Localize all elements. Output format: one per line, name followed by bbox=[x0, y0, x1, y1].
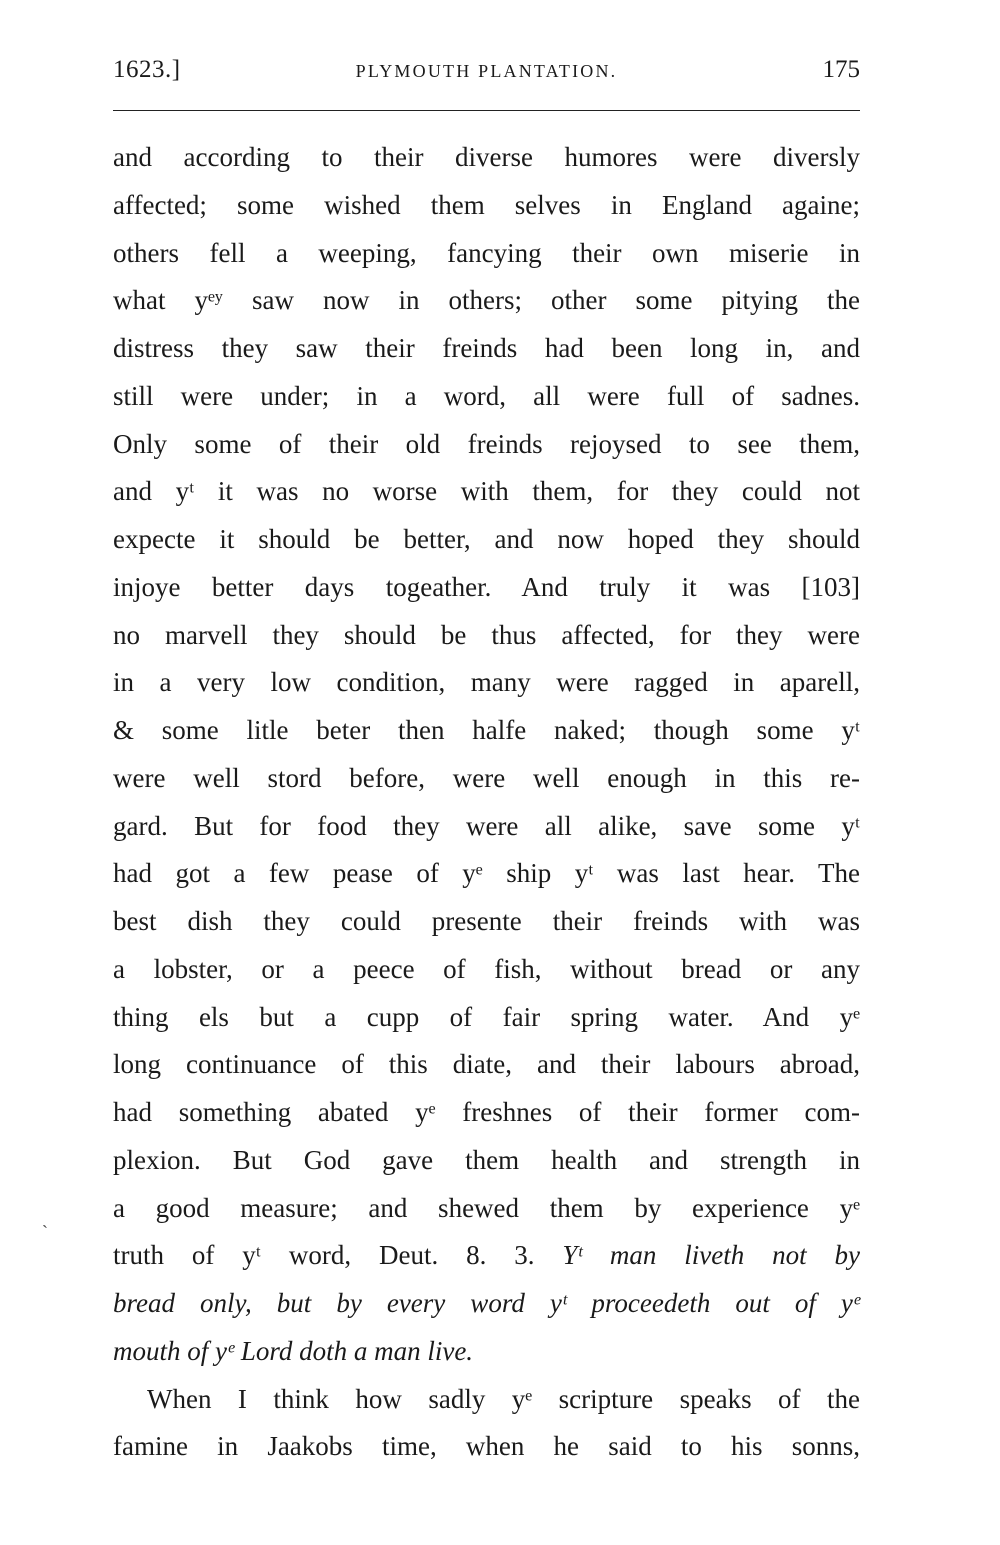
text-line: had something abated yᵉ freshnes of their former com- bbox=[113, 1097, 860, 1127]
scripture-quote: Yᵗ man liveth not by bbox=[562, 1240, 860, 1271]
text-line: and yᵗ it was no worse with them, for they could not bbox=[113, 476, 860, 507]
body-text bbox=[113, 134, 860, 1471]
text-line: expecte it should be better, and now hoped they should bbox=[113, 524, 860, 554]
text-line: distress they saw their freinds had been long in, and bbox=[113, 333, 860, 363]
text-line: a lobster, or a peece of fish, without bread or any bbox=[113, 953, 860, 984]
text-line: what yᵉʸ saw now in others; other some pitying the bbox=[113, 285, 860, 316]
text-line: gard. But for food they were all alike, save some yᵗ bbox=[113, 810, 860, 841]
stray-mark: ˋ bbox=[42, 1222, 48, 1242]
text-line: long continuance of this diate, and their labours abroad, bbox=[113, 1049, 860, 1080]
text-line: & some litle beter then halfe naked; though some yᵗ bbox=[113, 715, 860, 745]
text-line: had got a few pease of yᵉ ship yᵗ was last hear. The bbox=[113, 858, 860, 889]
header-year: 1623.] bbox=[113, 56, 181, 83]
text-line: affected; some wished them selves in England againe; bbox=[113, 189, 860, 220]
header-title: PLYMOUTH PLANTATION. bbox=[355, 61, 618, 81]
running-header bbox=[113, 52, 860, 92]
text-line: thing els but a cupp of fair spring water. And yᵉ bbox=[113, 1001, 860, 1032]
text-line: in a very low condition, many were ragged in aparell, bbox=[113, 667, 860, 698]
text-line: no marvell they should be thus affected, for they were bbox=[113, 619, 860, 650]
text-line: still were under; in a word, all were full of sadnes. bbox=[113, 380, 860, 411]
text-line bbox=[113, 1280, 860, 1328]
text-line: a good measure; and shewed them by experience yᵉ bbox=[113, 1192, 860, 1223]
text-line: injoye better days togeather. And truly it was [103] bbox=[113, 571, 860, 602]
header-rule bbox=[113, 110, 860, 111]
text-line: Only some of their old freinds rejoysed to see them, bbox=[113, 428, 860, 459]
page-number: 175 bbox=[822, 56, 860, 83]
text-line-roman: truth of yᵗ word, Deut. 8. 3. bbox=[113, 1240, 535, 1271]
text-line: best dish they could presente their freinds with was bbox=[113, 906, 860, 936]
text-line: plexion. But God gave them health and strength in bbox=[113, 1144, 860, 1175]
text-line bbox=[113, 1328, 860, 1376]
scripture-quote: mouth of yᵉ Lord doth a man live. bbox=[113, 1335, 474, 1366]
text-line: and according to their diverse humores were diversly bbox=[113, 142, 860, 172]
scripture-quote: bread only, but by every word yᵗ proceedeth out of yᵉ bbox=[113, 1288, 860, 1318]
text-line: When I think how sadly yᵉ scripture speaks of the bbox=[147, 1383, 860, 1414]
text-line bbox=[113, 1232, 860, 1280]
text-line: were well stord before, were well enough in this re- bbox=[113, 762, 860, 793]
text-line: famine in Jaakobs time, when he said to his sonns, bbox=[113, 1431, 860, 1462]
text-line: others fell a weeping, fancying their own miserie in bbox=[113, 237, 860, 268]
